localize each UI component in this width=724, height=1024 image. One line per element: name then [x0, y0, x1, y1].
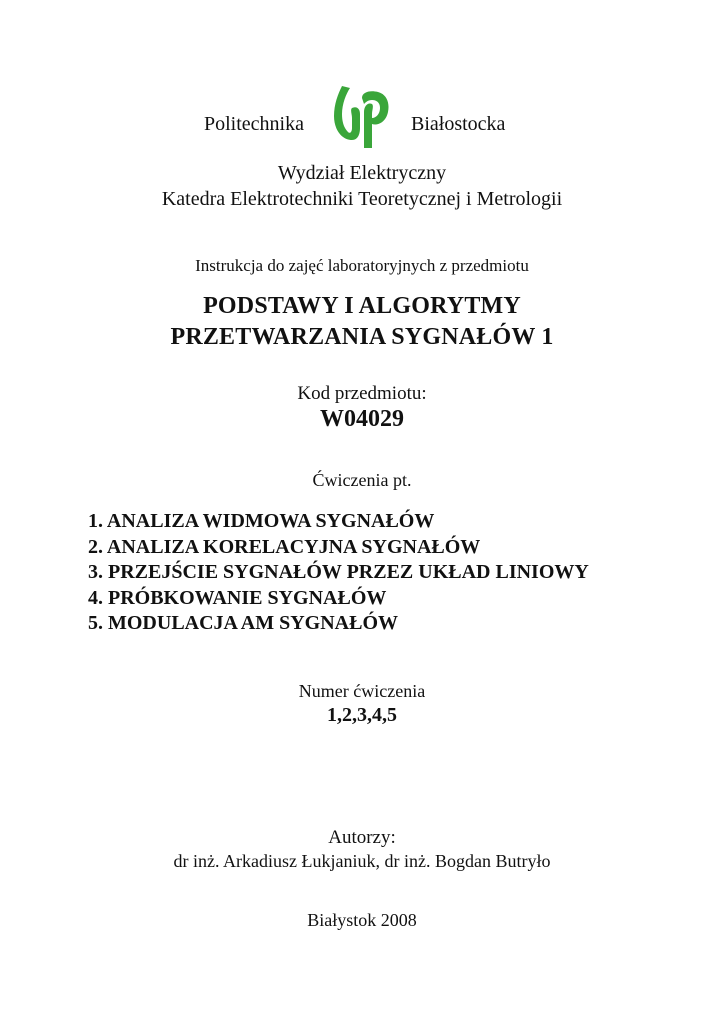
instruction-line: Instrukcja do zajęć laboratoryjnych z przedmiotu — [195, 256, 529, 275]
exercise-number-value: 1,2,3,4,5 — [327, 704, 397, 726]
pb-logo-icon — [328, 84, 392, 152]
exercise-item: 3. PRZEJŚCIE SYGNAŁÓW PRZEZ UKŁAD LINIOWY — [88, 561, 589, 583]
course-title-line1: PODSTAWY I ALGORYTMY — [203, 293, 521, 319]
exercise-item: 2. ANALIZA KORELACYJNA SYGNAŁÓW — [88, 535, 481, 558]
exercise-item: 5. MODULACJA AM SYGNAŁÓW — [88, 612, 399, 634]
department-name: Katedra Elektrotechniki Teoretycznej i Metrologii — [161, 188, 563, 210]
exercises-label: Ćwiczenia pt. — [312, 470, 412, 490]
university-name-left: Politechnika — [204, 113, 304, 135]
exercise-item: 4. PRÓBKOWANIE SYGNAŁÓW — [88, 586, 387, 609]
exercise-number-label: Numer ćwiczenia — [298, 681, 426, 701]
authors-label: Autorzy: — [328, 827, 396, 848]
faculty-name: Wydział Elektryczny — [277, 162, 447, 184]
authors-names: dr inż. Arkadiusz Łukjaniuk, dr inż. Bogdan Butryło — [173, 851, 551, 871]
exercise-list — [88, 509, 589, 637]
course-code-label: Kod przedmiotu: — [297, 383, 427, 404]
exercise-item: 1. ANALIZA WIDMOWA SYGNAŁÓW — [88, 510, 435, 532]
university-header — [0, 84, 724, 154]
course-title-line2: PRZETWARZANIA SYGNAŁÓW 1 — [170, 324, 554, 350]
place-year: Białystok 2008 — [307, 910, 417, 930]
university-name-right: Białostocka — [411, 113, 506, 135]
course-code-value: W04029 — [320, 406, 404, 432]
